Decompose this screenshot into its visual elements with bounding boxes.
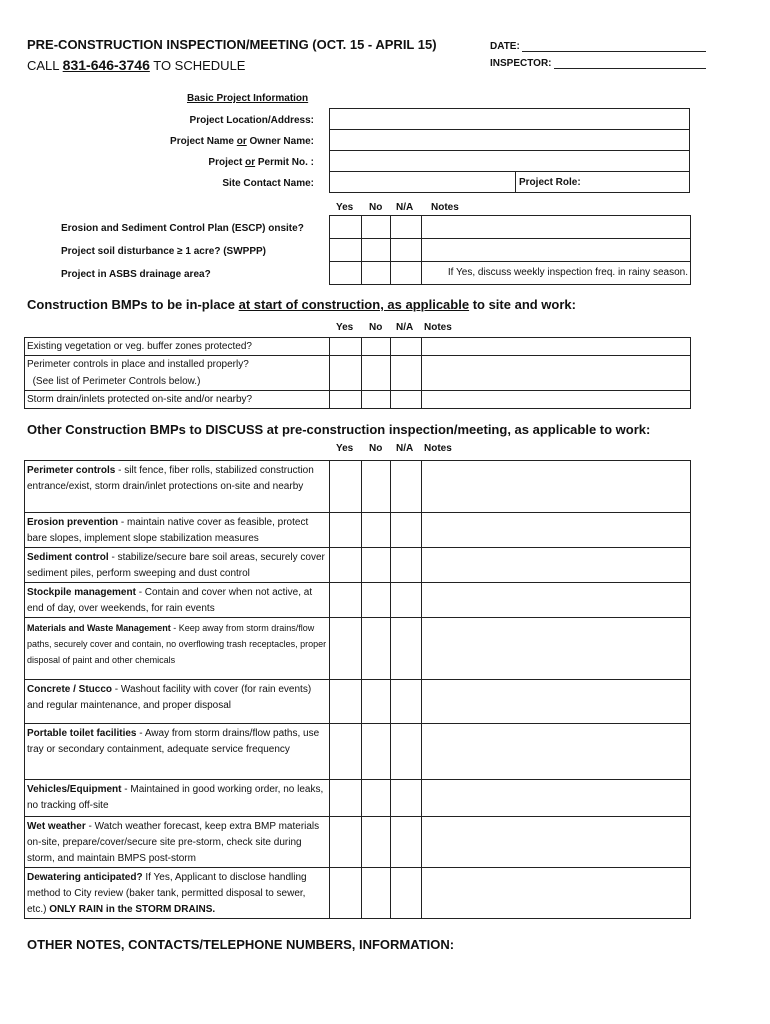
notes-field[interactable]	[422, 239, 691, 262]
role-input[interactable]	[515, 171, 690, 193]
contact-label: Site Contact Name:	[222, 178, 314, 189]
notes-field[interactable]	[422, 618, 691, 680]
bmp-item-title: Sediment control	[27, 552, 109, 563]
permit-input[interactable]	[329, 150, 690, 172]
no-checkbox[interactable]	[362, 724, 391, 780]
bmp-item-title: Erosion prevention	[27, 517, 119, 528]
notes-field[interactable]	[422, 391, 691, 409]
bmp-item	[25, 356, 330, 391]
no-checkbox[interactable]	[362, 356, 391, 391]
bmp-item	[25, 461, 330, 513]
na-checkbox[interactable]	[391, 513, 422, 548]
bmp-item-title: Concrete / Stucco	[27, 684, 113, 695]
name-label-or: or	[236, 136, 247, 147]
bmp-item-title: Wet weather	[27, 821, 86, 832]
section1-heading-b: to site and work:	[469, 297, 576, 312]
contact-input[interactable]	[329, 171, 516, 193]
bmp-item-title: Vehicles/Equipment	[27, 784, 122, 795]
section1-heading	[27, 297, 576, 312]
na-checkbox[interactable]	[391, 868, 422, 919]
permit-label-or: or	[245, 157, 256, 168]
no-checkbox[interactable]	[362, 262, 391, 285]
no-checkbox[interactable]	[362, 239, 391, 262]
inspector-label: INSPECTOR:	[490, 58, 552, 69]
role-label: Project Role:	[519, 177, 581, 188]
yes-checkbox[interactable]	[330, 262, 362, 285]
section2-table	[24, 460, 691, 919]
bmp-item-title: Portable toilet facilities	[27, 728, 137, 739]
bmp-item-description: - Maintained in good working order, no leaks, no tracking off-site	[27, 784, 324, 811]
col-na: N/A	[396, 322, 414, 333]
yes-checkbox[interactable]	[330, 391, 362, 409]
na-checkbox[interactable]	[391, 548, 422, 583]
notes-field[interactable]	[422, 817, 691, 868]
bmp-item-title: Perimeter controls	[27, 465, 116, 476]
yes-checkbox[interactable]	[330, 780, 362, 817]
phone-number: 831-646-3746	[62, 57, 150, 73]
col-notes: Notes	[424, 443, 452, 454]
bmp-row	[25, 618, 691, 680]
bmp-row	[25, 817, 691, 868]
call-prefix: CALL	[27, 58, 60, 73]
name-label-a: Project Name	[170, 136, 237, 147]
na-checkbox[interactable]	[391, 780, 422, 817]
bmp-row	[25, 583, 691, 618]
col-yes: Yes	[336, 443, 354, 454]
bmp-item: Existing vegetation or veg. buffer zones protected?	[25, 338, 330, 356]
permit-label-b: Permit No. :	[255, 157, 314, 168]
section1-heading-u: at start of construction, as applicable	[238, 297, 470, 312]
no-checkbox[interactable]	[362, 618, 391, 680]
na-checkbox[interactable]	[391, 618, 422, 680]
na-checkbox[interactable]	[391, 817, 422, 868]
bmp-item-line: Perimeter controls in place and installed properly?	[27, 359, 249, 370]
na-checkbox[interactable]	[391, 216, 422, 239]
inspector-input[interactable]	[554, 59, 706, 69]
col-na: N/A	[396, 202, 414, 213]
section1-table	[24, 337, 691, 409]
bmp-item-description: - silt fence, fiber rolls, stabilized construction entrance/exist, storm drain/inlet protections on-site and nearby	[27, 465, 314, 492]
bmp-item-description: - Washout facility with cover (for rain events) and regular maintenance, and proper disposal	[27, 684, 312, 711]
bmp-item	[25, 618, 330, 680]
na-checkbox[interactable]	[391, 461, 422, 513]
no-checkbox[interactable]	[362, 461, 391, 513]
section2-heading: Other Construction BMPs to DISCUSS at pre-construction inspection/meeting, as applicable to work:	[27, 422, 651, 437]
date-input[interactable]	[522, 42, 706, 52]
col-no: No	[369, 322, 383, 333]
no-checkbox[interactable]	[362, 817, 391, 868]
bmp-item-description: If Yes, Applicant to disclose handling method to City review (baker tank, permitted disposal to sewer, etc.)	[27, 872, 307, 915]
notes-field[interactable]	[422, 461, 691, 513]
bmp-item	[25, 724, 330, 780]
notes-field[interactable]	[422, 724, 691, 780]
bmp-item	[25, 868, 330, 919]
na-checkbox[interactable]	[391, 391, 422, 409]
bmp-row	[25, 780, 691, 817]
na-checkbox[interactable]	[391, 356, 422, 391]
permit-label-a: Project	[208, 157, 246, 168]
bmp-row	[25, 680, 691, 724]
yes-checkbox[interactable]	[330, 548, 362, 583]
notes-field[interactable]	[422, 780, 691, 817]
section1-heading-a: Construction BMPs to be in-place	[27, 297, 239, 312]
no-checkbox[interactable]	[362, 513, 391, 548]
no-checkbox[interactable]	[362, 391, 391, 409]
yes-checkbox[interactable]	[330, 356, 362, 391]
bmp-item-description: - Watch weather forecast, keep extra BMP materials on-site, prepare/cover/secure site pre-storm, check site during storm, and maintain BMPS post-storm	[27, 821, 320, 864]
notes-field[interactable]	[422, 868, 691, 919]
col-notes: Notes	[424, 322, 452, 333]
yes-checkbox[interactable]	[330, 513, 362, 548]
plan-answers-table	[329, 215, 691, 285]
bmp-item	[25, 680, 330, 724]
location-label: Project Location/Address:	[189, 115, 314, 126]
na-checkbox[interactable]	[391, 239, 422, 262]
col-yes: Yes	[336, 202, 354, 213]
no-checkbox[interactable]	[362, 680, 391, 724]
name-label-b: Owner Name:	[246, 136, 314, 147]
bmp-item	[25, 780, 330, 817]
yes-checkbox[interactable]	[330, 216, 362, 239]
plan-question: Project soil disturbance ≥ 1 acre? (SWPPP)	[61, 246, 266, 257]
no-checkbox[interactable]	[362, 216, 391, 239]
col-na: N/A	[396, 443, 414, 454]
bmp-row	[25, 461, 691, 513]
bmp-item	[25, 513, 330, 548]
bmp-item-description: - maintain native cover as feasible, protect bare slopes, implement slope stabilization measures	[27, 517, 309, 544]
other-notes-heading: OTHER NOTES, CONTACTS/TELEPHONE NUMBERS, INFORMATION:	[27, 937, 455, 952]
na-checkbox[interactable]	[391, 724, 422, 780]
bmp-item: Storm drain/inlets protected on-site and/or nearby?	[25, 391, 330, 409]
yes-checkbox[interactable]	[330, 680, 362, 724]
yes-checkbox[interactable]	[330, 338, 362, 356]
other-notes-area[interactable]	[24, 957, 690, 1017]
col-notes: Notes	[431, 202, 459, 213]
schedule-line	[27, 57, 245, 73]
asbs-note: If Yes, discuss weekly inspection freq. in rainy season.	[447, 267, 688, 278]
notes-field[interactable]	[422, 548, 691, 583]
plan-question: Erosion and Sediment Control Plan (ESCP) onsite?	[61, 223, 304, 234]
bmp-item-emphasis: ONLY RAIN in the STORM DRAINS.	[46, 904, 216, 915]
na-checkbox[interactable]	[391, 262, 422, 285]
notes-field[interactable]	[422, 513, 691, 548]
notes-field[interactable]	[422, 338, 691, 356]
col-no: No	[369, 443, 383, 454]
asbs-note-field[interactable]	[422, 262, 691, 285]
bmp-item-description: - Away from storm drains/flow paths, use tray or secondary containment, adequate service frequency	[27, 728, 320, 755]
bmp-item-description: - Contain and cover when not active, at end of day, over weekends, for rain events	[27, 587, 313, 614]
bmp-item-description: - Keep away from storm drains/flow paths, securely cover and contain, no overflowing trash receptacles, proper disposal of paint and other chemicals	[27, 623, 327, 665]
col-yes: Yes	[336, 322, 354, 333]
bmp-row	[25, 548, 691, 583]
bmp-row	[25, 513, 691, 548]
basic-info-heading: Basic Project Information	[187, 93, 309, 104]
name-input[interactable]	[329, 129, 690, 151]
yes-checkbox[interactable]	[330, 461, 362, 513]
permit-label	[208, 157, 314, 168]
col-no: No	[369, 202, 383, 213]
yes-checkbox[interactable]	[330, 817, 362, 868]
plan-question: Project in ASBS drainage area?	[61, 269, 211, 280]
bmp-item-title: Materials and Waste Management	[27, 623, 171, 633]
no-checkbox[interactable]	[362, 780, 391, 817]
location-input[interactable]	[329, 108, 690, 130]
na-checkbox[interactable]	[391, 338, 422, 356]
call-suffix: TO SCHEDULE	[153, 58, 246, 73]
notes-field[interactable]	[422, 356, 691, 391]
date-field[interactable]	[490, 41, 706, 52]
bmp-item-line: (See list of Perimeter Controls below.)	[27, 376, 201, 387]
yes-checkbox[interactable]	[330, 583, 362, 618]
yes-checkbox[interactable]	[330, 724, 362, 780]
form-title: PRE-CONSTRUCTION INSPECTION/MEETING (OCT. 15 - APRIL 15)	[27, 37, 437, 52]
notes-field[interactable]	[422, 216, 691, 239]
date-label: DATE:	[490, 41, 520, 52]
name-label	[170, 136, 314, 147]
bmp-item-title: Stockpile management	[27, 587, 136, 598]
bmp-item	[25, 583, 330, 618]
bmp-item	[25, 817, 330, 868]
inspector-field[interactable]	[490, 58, 706, 69]
notes-field[interactable]	[422, 583, 691, 618]
bmp-item	[25, 548, 330, 583]
na-checkbox[interactable]	[391, 583, 422, 618]
yes-checkbox[interactable]	[330, 239, 362, 262]
bmp-row	[25, 868, 691, 919]
no-checkbox[interactable]	[362, 338, 391, 356]
bmp-row	[25, 724, 691, 780]
bmp-item-title: Dewatering anticipated?	[27, 872, 143, 883]
bmp-item-description: - stabilize/secure bare soil areas, securely cover sediment piles, perform sweeping and dust control	[27, 552, 325, 579]
no-checkbox[interactable]	[362, 548, 391, 583]
yes-checkbox[interactable]	[330, 868, 362, 919]
na-checkbox[interactable]	[391, 680, 422, 724]
no-checkbox[interactable]	[362, 583, 391, 618]
no-checkbox[interactable]	[362, 868, 391, 919]
yes-checkbox[interactable]	[330, 618, 362, 680]
notes-field[interactable]	[422, 680, 691, 724]
